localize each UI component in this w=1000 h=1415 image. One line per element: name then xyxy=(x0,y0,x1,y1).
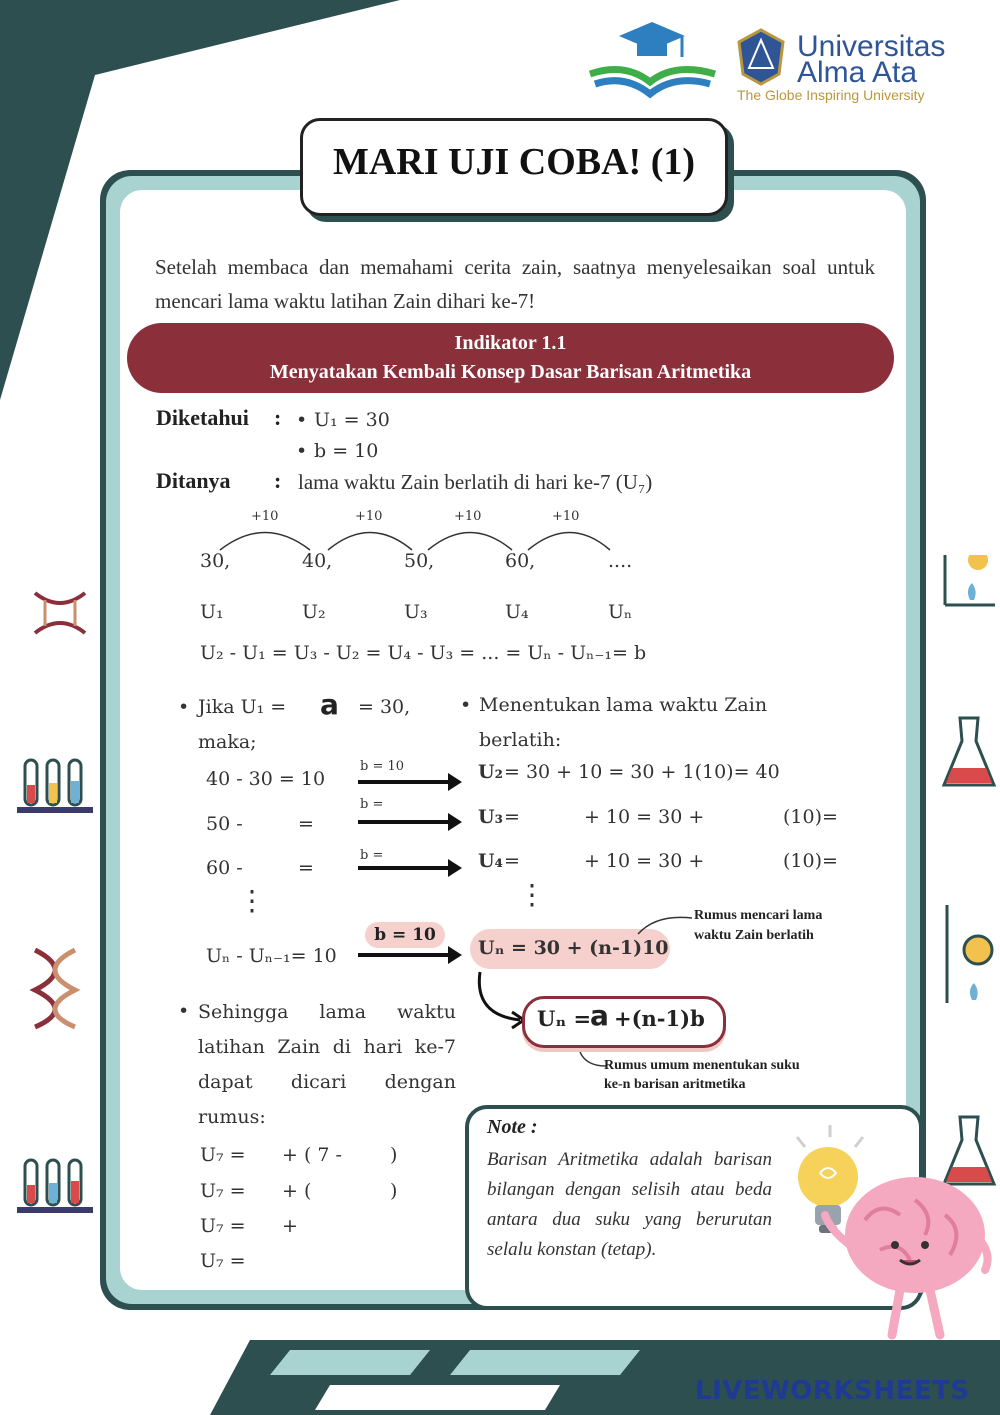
term-4: 60, xyxy=(505,550,536,572)
known-colon: : xyxy=(274,405,282,430)
known-item-2: b = 10 xyxy=(314,440,379,462)
maka-text: maka; xyxy=(198,731,257,753)
u4-expression: + 10 = 30 + xyxy=(584,850,705,872)
logo-area xyxy=(585,22,965,112)
annotation-specific-2: waktu Zain berlatih xyxy=(694,928,814,943)
diff-label-4: +10 xyxy=(552,509,580,524)
term-name-n: Uₙ xyxy=(608,601,633,623)
general-formula-suffix: +(n-1)b xyxy=(614,1006,705,1031)
brain-mascot-icon xyxy=(820,1160,995,1350)
bullet-menentukan: • xyxy=(460,694,472,716)
jika-suffix: = 30, xyxy=(358,696,411,718)
u7-line-1-c: ) xyxy=(390,1144,398,1166)
graduation-book-logo-icon xyxy=(585,22,720,102)
arrow-shaft-3 xyxy=(358,866,450,870)
u7-line-2-c: ) xyxy=(390,1180,398,1202)
term-2: 40, xyxy=(302,550,333,572)
difference-relation: U₂ - U₁ = U₃ - U₂ = U₄ - U₃ = ... = Uₙ - Uₙ₋₁= b xyxy=(200,642,647,664)
u3-equals: = xyxy=(504,806,520,828)
left-row-n: Uₙ - Uₙ₋₁= 10 xyxy=(206,945,337,967)
liveworksheets-brand[interactable]: LIVEWORKSHEETS xyxy=(695,1376,970,1406)
arrow-shaft-1 xyxy=(358,780,450,784)
symbol-a: a xyxy=(320,688,339,721)
asked-text: lama waktu Zain berlatih di hari ke-7 (U₇) xyxy=(298,470,653,494)
known-item-1: U₁ = 30 xyxy=(314,409,390,431)
known-label: Diketahui xyxy=(156,405,249,430)
page-title: MARI UJI COBA! (1) xyxy=(332,141,696,183)
left-row-1: 40 - 30 = 10 xyxy=(206,768,326,790)
asked-colon: : xyxy=(274,468,282,493)
term-3: 50, xyxy=(404,550,435,572)
arrow-label-3: b = xyxy=(360,848,384,863)
conclusion-text: Sehingga lama waktu latihan Zain di hari ke-7 dapat dicari dengan rumus: xyxy=(198,1001,456,1128)
asked-label: Ditanya xyxy=(156,468,231,493)
arrow-head-2 xyxy=(448,813,462,831)
note-body: Barisan Aritmetika adalah barisan bilangan dengan selisih atau beda antara dua suku yang berurutan selalu konstan (tetap). xyxy=(487,1149,772,1260)
arrow-shaft-2 xyxy=(358,820,450,824)
arrow-shaft-n xyxy=(358,953,450,957)
arrow-head-n xyxy=(448,946,462,964)
note-title: Note : xyxy=(487,1116,538,1138)
university-crest-icon xyxy=(735,28,787,86)
university-name-line2: Alma Ata xyxy=(797,56,918,89)
university-tagline: The Globe Inspiring University xyxy=(737,87,925,103)
term-name-2: U₂ xyxy=(302,601,326,623)
left-row-3-a: 60 - xyxy=(206,857,243,879)
known-bullet-1: • xyxy=(296,409,308,431)
diff-label-2: +10 xyxy=(355,509,383,524)
u7-line-2-a: U₇ = xyxy=(200,1180,246,1202)
indicator-number: Indikator 1.1 xyxy=(454,332,567,354)
test-tubes-icon-2 xyxy=(15,1155,95,1220)
arrow-head-3 xyxy=(448,859,462,877)
indicator-banner xyxy=(127,323,894,393)
right-heading-2: berlatih: xyxy=(479,729,562,751)
annotation-general-2: ke-n barisan aritmetika xyxy=(604,1077,746,1092)
test-tubes-icon xyxy=(15,755,95,820)
u7-line-3-a: U₇ = xyxy=(200,1215,246,1237)
u4-tail: (10)= xyxy=(783,850,838,872)
jika-prefix: Jika U₁ = xyxy=(198,696,287,718)
flask-icon xyxy=(942,713,997,793)
term-name-4: U₄ xyxy=(505,601,529,623)
diff-label-1: +10 xyxy=(251,509,279,524)
term-more: .... xyxy=(608,550,633,572)
right-dots: ⋮ xyxy=(518,878,546,911)
u2-label: U₂ xyxy=(478,761,503,783)
burner-icon xyxy=(940,555,995,610)
intro-paragraph: Setelah membaca dan memahami cerita zain, saatnya menyelesaikan soal untuk mencari lama waktu latihan Zain dihari ke-7! xyxy=(155,255,875,313)
bullet-jika: • xyxy=(178,696,190,718)
known-bullet-2: • xyxy=(296,440,308,462)
indicator-description: Menyatakan Kembali Konsep Dasar Barisan Aritmetika xyxy=(269,361,752,383)
dna-helix-icon xyxy=(25,945,85,1030)
u7-line-1-a: U₇ = xyxy=(200,1144,246,1166)
specific-formula: Uₙ = 30 + (n-1)10 xyxy=(478,937,669,959)
left-row-2-b: = xyxy=(298,813,314,835)
lab-stand-icon xyxy=(942,905,997,1005)
arrow-label-2: b = xyxy=(360,797,384,812)
u4-label: U₄ xyxy=(478,850,503,872)
university-name-line1: Universitas xyxy=(797,30,946,63)
u7-line-1-b: + ( 7 - xyxy=(282,1144,342,1166)
u7-line-3-b: + xyxy=(282,1215,298,1237)
general-formula-prefix: Uₙ = xyxy=(537,1006,592,1031)
b-value-pill: b = 10 xyxy=(365,922,445,948)
u3-expression: + 10 = 30 + xyxy=(584,806,705,828)
general-formula-a: a xyxy=(590,999,609,1032)
diff-label-3: +10 xyxy=(454,509,482,524)
u3-label: U₃ xyxy=(478,806,503,828)
u7-line-2-b: + ( xyxy=(282,1180,312,1202)
right-heading-1: Menentukan lama waktu Zain xyxy=(479,694,768,716)
arrow-head-1 xyxy=(448,773,462,791)
bullet-sehingga: • xyxy=(178,1000,190,1022)
dna-icon xyxy=(30,588,90,638)
u3-tail: (10)= xyxy=(783,806,838,828)
left-row-3-b: = xyxy=(298,857,314,879)
u7-line-4-a: U₇ = xyxy=(200,1250,246,1272)
annotation-general-1: Rumus umum menentukan suku xyxy=(604,1058,800,1073)
u2-expression: = 30 + 10 = 30 + 1(10)= 40 xyxy=(504,761,780,783)
u4-equals: = xyxy=(504,850,520,872)
term-1: 30, xyxy=(200,550,231,572)
term-name-3: U₃ xyxy=(404,601,428,623)
left-row-2-a: 50 - xyxy=(206,813,243,835)
pointer-line-specific xyxy=(636,912,696,936)
annotation-specific-1: Rumus mencari lama xyxy=(694,908,823,923)
left-dots: ⋮ xyxy=(238,884,266,917)
arrow-label-1: b = 10 xyxy=(360,759,405,774)
term-name-1: U₁ xyxy=(200,601,224,623)
